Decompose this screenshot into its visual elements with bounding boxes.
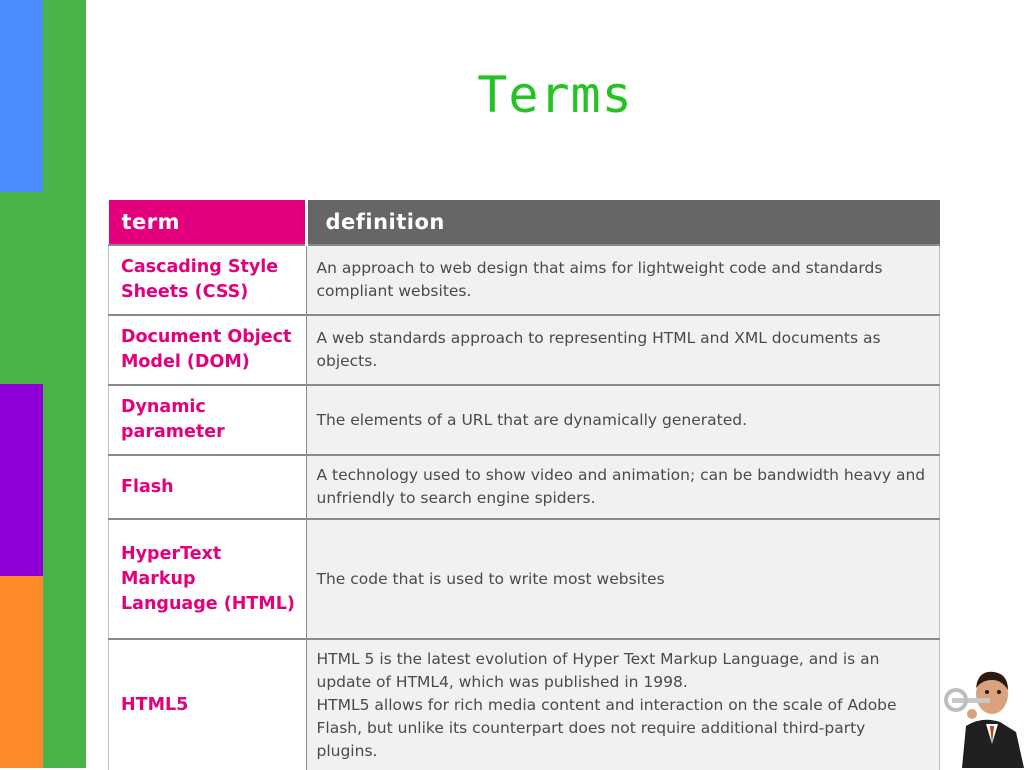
decor-stripe-green [43, 0, 86, 768]
table-row [109, 385, 940, 455]
definition-paragraph: HTML5 allows for rich media content and interaction on the scale of Adobe Flash, but unlike its counterpart does not require additional third-party plugins. [316, 695, 897, 760]
table-row [109, 245, 940, 315]
table-header-row [109, 200, 940, 245]
definition-cell: The code that is used to write most websites [306, 519, 940, 639]
term-cell: Document Object Model (DOM) [109, 315, 307, 385]
slide-title: Terms [477, 66, 633, 124]
definition-cell: A technology used to show video and animation; can be bandwidth heavy and unfriendly to search engine spiders. [306, 455, 940, 519]
decor-stripe-blue [0, 0, 43, 192]
header-definition: definition [306, 200, 940, 245]
table-row [109, 639, 940, 770]
definition-paragraph: HTML 5 is the latest evolution of Hyper Text Markup Language, and is an update of HTML4, which was published in 1998. [316, 649, 880, 691]
table-row [109, 315, 940, 385]
definition-cell: An approach to web design that aims for lightweight code and standards compliant websites. [306, 245, 940, 315]
header-term: term [109, 200, 307, 245]
term-cell: Dynamic parameter [109, 385, 307, 455]
term-cell: HTML5 [109, 639, 307, 770]
decor-stripe-orange [0, 576, 43, 768]
decor-stripe-purple [0, 384, 43, 576]
term-cell: Flash [109, 455, 307, 519]
terms-table [108, 200, 940, 770]
definition-cell [306, 639, 940, 770]
definition-cell: The elements of a URL that are dynamically generated. [306, 385, 940, 455]
term-cell: HyperText Markup Language (HTML) [109, 519, 307, 639]
decor-stripe-green-left [0, 192, 43, 384]
table-row [109, 519, 940, 639]
definition-cell: A web standards approach to representing HTML and XML documents as objects. [306, 315, 940, 385]
table-row [109, 455, 940, 519]
businessman-with-trumpet-image [942, 664, 1024, 768]
term-cell: Cascading Style Sheets (CSS) [109, 245, 307, 315]
